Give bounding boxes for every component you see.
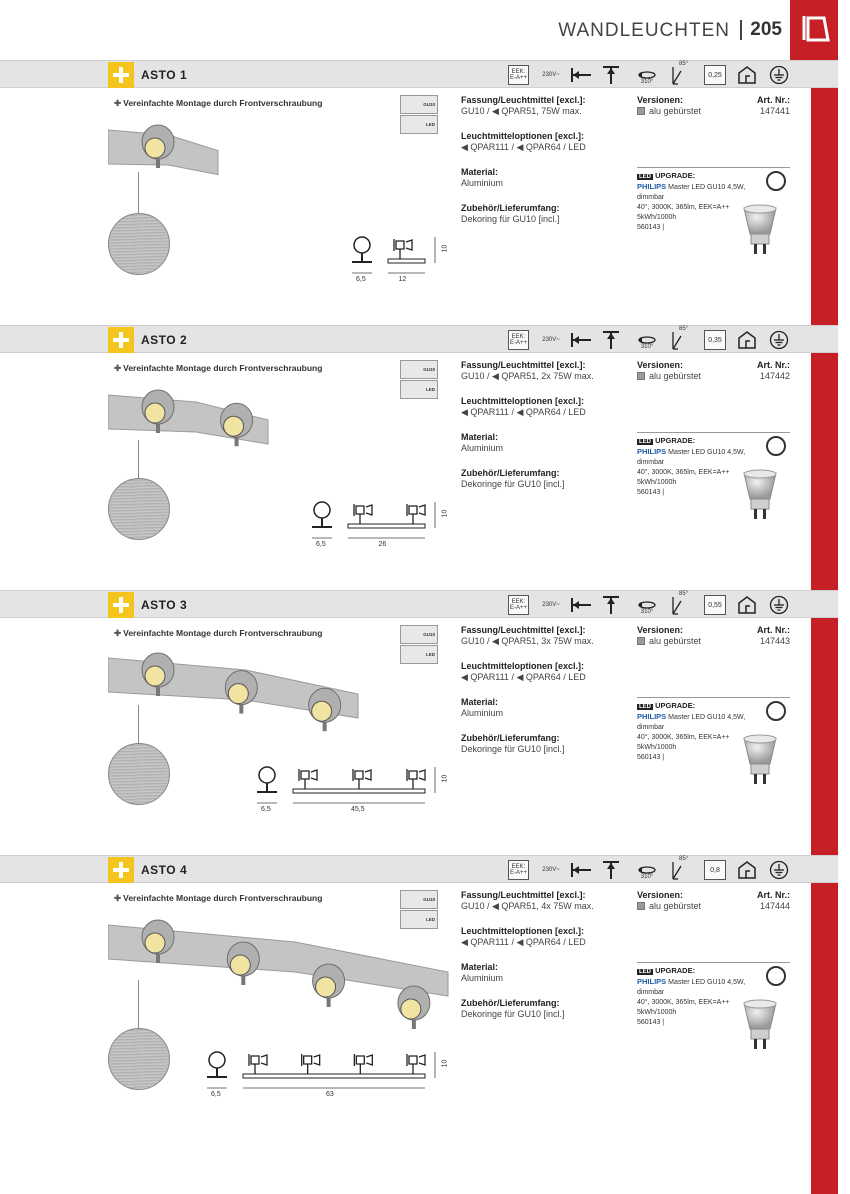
art-nr-value: 147441 bbox=[759, 106, 790, 116]
material-label: Material: bbox=[461, 962, 499, 972]
weight-icon bbox=[704, 860, 726, 880]
rotation-icon bbox=[634, 330, 660, 350]
product-info bbox=[461, 95, 631, 239]
plus-badge-icon bbox=[108, 62, 134, 88]
plus-badge-icon bbox=[108, 857, 134, 883]
protection-class-icon bbox=[768, 595, 790, 615]
led-upgrade-label: UPGRADE: bbox=[655, 436, 696, 445]
voltage-label: 230V~ bbox=[542, 867, 560, 873]
dim-depth: 6,5 bbox=[211, 1091, 221, 1098]
led-badge-icon: LED bbox=[639, 969, 651, 975]
energy-label-icon bbox=[508, 860, 529, 880]
zubehoer-value: Dekoringe für GU10 [incl.] bbox=[461, 744, 565, 754]
swatch-connector bbox=[138, 440, 139, 478]
art-nr-value: 147442 bbox=[759, 371, 790, 381]
dim-height: 10 bbox=[441, 1059, 449, 1068]
version-value bbox=[637, 636, 701, 647]
led-text3: 40°, 3000K, 365lm, EEK=A++ bbox=[637, 734, 730, 741]
led-badge-icon: LED bbox=[639, 704, 651, 710]
energy-label-icon bbox=[508, 330, 529, 350]
tilt-icon bbox=[666, 856, 689, 880]
montage-note bbox=[114, 893, 322, 904]
tilt-icon bbox=[666, 591, 689, 615]
gu10-tile bbox=[400, 95, 438, 114]
weight-icon bbox=[704, 330, 726, 350]
versionen-label: Versionen: bbox=[637, 360, 684, 370]
dim-height: 10 bbox=[441, 509, 449, 518]
montage-text: Vereinfachte Montage durch Frontverschraubung bbox=[123, 628, 323, 638]
versionen-label: Versionen: bbox=[637, 890, 684, 900]
dim-height: 10 bbox=[441, 774, 449, 783]
led-tile-label: LED bbox=[426, 122, 435, 127]
led-bulb-icon bbox=[736, 204, 782, 258]
led-text2: dimmbar bbox=[637, 989, 665, 996]
product-bar bbox=[0, 60, 838, 88]
indoor-icon bbox=[736, 595, 758, 615]
swatch-connector bbox=[138, 172, 139, 213]
product-photo bbox=[108, 917, 458, 1047]
product-name: ASTO 1 bbox=[141, 68, 188, 82]
eek-line1: EEK: bbox=[511, 864, 526, 870]
product-info bbox=[461, 890, 631, 1034]
versionen-label: Versionen: bbox=[637, 95, 684, 105]
zubehoer-label: Zubehör/Lieferumfang: bbox=[461, 468, 560, 478]
product-info bbox=[461, 625, 631, 769]
gu10-tile bbox=[400, 890, 438, 909]
optionen-value: ◀ QPAR111 / ◀ QPAR64 / LED bbox=[461, 672, 586, 682]
ceiling-mount-icon bbox=[600, 860, 622, 880]
montage-text: Vereinfachte Montage durch Frontverschraubung bbox=[123, 98, 323, 108]
wall-mount-icon bbox=[568, 65, 594, 85]
dimension-svg bbox=[255, 765, 445, 825]
optionen-label: Leuchtmitteloptionen [excl.]: bbox=[461, 131, 585, 141]
led-text5: 560143 | bbox=[637, 1019, 665, 1026]
product-photo bbox=[108, 122, 228, 204]
ceiling-mount-icon bbox=[600, 330, 622, 350]
led-tile bbox=[400, 910, 438, 929]
weight-value: 0,35 bbox=[708, 336, 722, 344]
rotation-icon bbox=[634, 860, 660, 880]
small-plus-icon: ✚ bbox=[114, 363, 122, 373]
spec-icons bbox=[508, 328, 798, 352]
voltage-label: 230V~ bbox=[542, 72, 560, 78]
optionen-label: Leuchtmitteloptionen [excl.]: bbox=[461, 661, 585, 671]
zubehoer-label: Zubehör/Lieferumfang: bbox=[461, 733, 560, 743]
optionen-label: Leuchtmitteloptionen [excl.]: bbox=[461, 926, 585, 936]
voltage-label: 230V~ bbox=[542, 602, 560, 608]
led-text4: 5kWh/1000h bbox=[637, 744, 677, 751]
dimension-svg bbox=[350, 235, 445, 295]
dimension-drawing bbox=[310, 500, 449, 565]
page-number: 205 bbox=[750, 19, 782, 40]
art-nr-value: 147444 bbox=[759, 901, 790, 911]
led-text3: 40°, 3000K, 365lm, EEK=A++ bbox=[637, 999, 730, 1006]
led-bulb-icon bbox=[736, 734, 782, 788]
tilt-icon bbox=[666, 61, 689, 85]
gu10-tile bbox=[400, 625, 438, 644]
page-header bbox=[0, 0, 850, 62]
weight-value: 0,55 bbox=[708, 601, 722, 609]
rotation-icon bbox=[634, 595, 660, 615]
dimmable-icon bbox=[766, 171, 786, 191]
fassung-label: Fassung/Leuchtmittel [excl.]: bbox=[461, 625, 586, 635]
finish-swatch bbox=[108, 743, 170, 805]
material-label: Material: bbox=[461, 167, 499, 177]
dim-width: 26 bbox=[378, 541, 387, 548]
led-text2: dimmbar bbox=[637, 459, 665, 466]
tech-tiles bbox=[400, 625, 438, 665]
fassung-value: GU10 / ◀ QPAR51, 3x 75W max. bbox=[461, 636, 594, 646]
dim-height: 10 bbox=[441, 244, 449, 253]
philips-logo: PHILIPS bbox=[637, 977, 667, 986]
versions-block bbox=[637, 360, 790, 381]
gu10-tile-label: GU10 bbox=[423, 897, 435, 902]
dim-depth: 6,5 bbox=[356, 276, 366, 283]
eek-line2: E-A++ bbox=[509, 340, 527, 346]
small-plus-icon: ✚ bbox=[114, 98, 122, 108]
optionen-value: ◀ QPAR111 / ◀ QPAR64 / LED bbox=[461, 142, 586, 152]
category-tab bbox=[790, 0, 838, 60]
gu10-tile-label: GU10 bbox=[423, 367, 435, 372]
version-value bbox=[637, 901, 701, 912]
material-value: Aluminium bbox=[461, 973, 504, 983]
dim-width: 45,5 bbox=[351, 806, 365, 813]
finish-swatch bbox=[108, 213, 170, 275]
weight-value: 0,25 bbox=[708, 71, 722, 79]
led-text1: Master LED GU10 4,5W, bbox=[668, 449, 746, 456]
eek-line2: E-A++ bbox=[509, 605, 527, 611]
led-text4: 5kWh/1000h bbox=[637, 214, 677, 221]
tilt-value: 85° bbox=[679, 61, 689, 67]
versions-block bbox=[637, 890, 790, 911]
wall-mount-icon bbox=[568, 330, 594, 350]
dim-depth: 6,5 bbox=[261, 806, 271, 813]
product-info bbox=[461, 360, 631, 504]
art-nr-value: 147443 bbox=[759, 636, 790, 646]
fassung-value: GU10 / ◀ QPAR51, 2x 75W max. bbox=[461, 371, 594, 381]
wall-mount-icon bbox=[568, 595, 594, 615]
version-text: alu gebürstet bbox=[649, 371, 702, 381]
optionen-label: Leuchtmitteloptionen [excl.]: bbox=[461, 396, 585, 406]
material-value: Aluminium bbox=[461, 178, 504, 188]
montage-note bbox=[114, 98, 322, 109]
product-name: ASTO 3 bbox=[141, 598, 188, 612]
protection-class-icon bbox=[768, 330, 790, 350]
eek-line1: EEK: bbox=[511, 599, 526, 605]
material-value: Aluminium bbox=[461, 443, 504, 453]
zubehoer-value: Dekoringe für GU10 [incl.] bbox=[461, 1009, 565, 1019]
wall-mount-icon bbox=[568, 860, 594, 880]
led-tile bbox=[400, 115, 438, 134]
version-value bbox=[637, 106, 701, 117]
led-text3: 40°, 3000K, 365lm, EEK=A++ bbox=[637, 204, 730, 211]
led-bulb-icon bbox=[736, 999, 782, 1053]
product-section bbox=[0, 855, 838, 1120]
led-upgrade-label: UPGRADE: bbox=[655, 171, 696, 180]
led-text1: Master LED GU10 4,5W, bbox=[668, 979, 746, 986]
fassung-label: Fassung/Leuchtmittel [excl.]: bbox=[461, 95, 586, 105]
eek-line1: EEK: bbox=[511, 334, 526, 340]
led-text5: 560143 | bbox=[637, 489, 665, 496]
led-badge-icon: LED bbox=[639, 439, 651, 445]
product-bar bbox=[0, 325, 838, 353]
header-separator bbox=[740, 20, 742, 40]
eek-line2: E-A++ bbox=[509, 870, 527, 876]
version-text: alu gebürstet bbox=[649, 106, 702, 116]
led-badge-icon: LED bbox=[639, 174, 651, 180]
led-text5: 560143 | bbox=[637, 224, 665, 231]
dim-depth: 6,5 bbox=[316, 541, 326, 548]
gu10-tile-label: GU10 bbox=[423, 632, 435, 637]
eek-line2: E-A++ bbox=[509, 75, 527, 81]
fassung-label: Fassung/Leuchtmittel [excl.]: bbox=[461, 890, 586, 900]
fassung-value: GU10 / ◀ QPAR51, 4x 75W max. bbox=[461, 901, 594, 911]
dimension-svg bbox=[205, 1050, 445, 1110]
ceiling-mount-icon bbox=[600, 65, 622, 85]
tech-tiles bbox=[400, 360, 438, 400]
led-upgrade-box bbox=[637, 962, 790, 1028]
led-text1: Master LED GU10 4,5W, bbox=[668, 184, 746, 191]
indoor-icon bbox=[736, 860, 758, 880]
philips-logo: PHILIPS bbox=[637, 447, 667, 456]
product-bar bbox=[0, 855, 838, 883]
dim-width: 12 bbox=[398, 276, 407, 283]
optionen-value: ◀ QPAR111 / ◀ QPAR64 / LED bbox=[461, 407, 586, 417]
product-bar bbox=[0, 590, 838, 618]
product-section bbox=[0, 590, 838, 855]
version-value bbox=[637, 371, 701, 382]
rotation-value: 310° bbox=[640, 609, 654, 615]
dimension-drawing bbox=[255, 765, 449, 830]
plus-badge-icon bbox=[108, 592, 134, 618]
dimmable-icon bbox=[766, 436, 786, 456]
material-value: Aluminium bbox=[461, 708, 504, 718]
fassung-label: Fassung/Leuchtmittel [excl.]: bbox=[461, 360, 586, 370]
small-plus-icon: ✚ bbox=[114, 893, 122, 903]
version-text: alu gebürstet bbox=[649, 636, 702, 646]
tilt-value: 85° bbox=[679, 326, 689, 332]
spec-icons bbox=[508, 63, 798, 87]
dimmable-icon bbox=[766, 701, 786, 721]
tilt-value: 85° bbox=[679, 856, 689, 862]
led-upgrade-box bbox=[637, 432, 790, 498]
montage-text: Vereinfachte Montage durch Frontverschraubung bbox=[123, 363, 323, 373]
swatch-connector bbox=[138, 980, 139, 1028]
versions-block bbox=[637, 625, 790, 646]
protection-class-icon bbox=[768, 860, 790, 880]
dimension-drawing bbox=[205, 1050, 449, 1115]
energy-label-icon bbox=[508, 595, 529, 615]
dimension-svg bbox=[310, 500, 445, 560]
plus-badge-icon bbox=[108, 327, 134, 353]
versions-block bbox=[637, 95, 790, 116]
protection-class-icon bbox=[768, 65, 790, 85]
dimmable-icon bbox=[766, 966, 786, 986]
tilt-value: 85° bbox=[679, 591, 689, 597]
versionen-label: Versionen: bbox=[637, 625, 684, 635]
led-upgrade-label: UPGRADE: bbox=[655, 966, 696, 975]
weight-value: 0,8 bbox=[710, 866, 720, 874]
swatch-connector bbox=[138, 705, 139, 743]
material-label: Material: bbox=[461, 432, 499, 442]
tilt-icon bbox=[666, 326, 689, 350]
fassung-value: GU10 / ◀ QPAR51, 75W max. bbox=[461, 106, 582, 116]
philips-logo: PHILIPS bbox=[637, 712, 667, 721]
led-bulb-icon bbox=[736, 469, 782, 523]
zubehoer-label: Zubehör/Lieferumfang: bbox=[461, 203, 560, 213]
material-label: Material: bbox=[461, 697, 499, 707]
gu10-tile bbox=[400, 360, 438, 379]
spec-icons bbox=[508, 593, 798, 617]
led-text5: 560143 | bbox=[637, 754, 665, 761]
product-name: ASTO 4 bbox=[141, 863, 188, 877]
finish-swatch bbox=[108, 1028, 170, 1090]
rotation-value: 310° bbox=[640, 874, 654, 880]
led-text2: dimmbar bbox=[637, 194, 665, 201]
product-name: ASTO 2 bbox=[141, 333, 188, 347]
led-upgrade-box bbox=[637, 697, 790, 763]
dim-width: 63 bbox=[326, 1091, 334, 1098]
tech-tiles bbox=[400, 95, 438, 135]
eek-line1: EEK: bbox=[511, 69, 526, 75]
led-tile bbox=[400, 380, 438, 399]
montage-text: Vereinfachte Montage durch Frontverschraubung bbox=[123, 893, 323, 903]
tech-tiles bbox=[400, 890, 438, 930]
color-square-icon bbox=[637, 372, 645, 380]
weight-icon bbox=[704, 595, 726, 615]
product-photo bbox=[108, 387, 278, 477]
zubehoer-value: Dekoringe für GU10 [incl.] bbox=[461, 479, 565, 489]
energy-label-icon bbox=[508, 65, 529, 85]
spec-icons bbox=[508, 858, 798, 882]
small-plus-icon: ✚ bbox=[114, 628, 122, 638]
led-text1: Master LED GU10 4,5W, bbox=[668, 714, 746, 721]
wall-lamp-icon bbox=[790, 0, 838, 60]
color-square-icon bbox=[637, 637, 645, 645]
led-tile-label: LED bbox=[426, 652, 435, 657]
voltage-label: 230V~ bbox=[542, 337, 560, 343]
product-section bbox=[0, 325, 838, 590]
color-square-icon bbox=[637, 902, 645, 910]
rotation-value: 310° bbox=[640, 344, 654, 350]
montage-note bbox=[114, 628, 322, 639]
art-nr-label: Art. Nr.: bbox=[756, 890, 790, 900]
led-upgrade-box bbox=[637, 167, 790, 233]
montage-note bbox=[114, 363, 322, 374]
led-tile-label: LED bbox=[426, 387, 435, 392]
finish-swatch bbox=[108, 478, 170, 540]
philips-logo: PHILIPS bbox=[637, 182, 667, 191]
art-nr-label: Art. Nr.: bbox=[756, 360, 790, 370]
led-upgrade-label: UPGRADE: bbox=[655, 701, 696, 710]
led-text4: 5kWh/1000h bbox=[637, 479, 677, 486]
product-section bbox=[0, 60, 838, 325]
color-square-icon bbox=[637, 107, 645, 115]
dimension-drawing bbox=[350, 235, 449, 300]
zubehoer-value: Dekoring für GU10 [incl.] bbox=[461, 214, 560, 224]
led-text3: 40°, 3000K, 365lm, EEK=A++ bbox=[637, 469, 730, 476]
indoor-icon bbox=[736, 330, 758, 350]
version-text: alu gebürstet bbox=[649, 901, 702, 911]
gu10-tile-label: GU10 bbox=[423, 102, 435, 107]
ceiling-mount-icon bbox=[600, 595, 622, 615]
art-nr-label: Art. Nr.: bbox=[756, 95, 790, 105]
optionen-value: ◀ QPAR111 / ◀ QPAR64 / LED bbox=[461, 937, 586, 947]
led-text2: dimmbar bbox=[637, 724, 665, 731]
indoor-icon bbox=[736, 65, 758, 85]
page-title: WANDLEUCHTEN bbox=[558, 20, 730, 41]
led-tile-label: LED bbox=[426, 917, 435, 922]
led-text4: 5kWh/1000h bbox=[637, 1009, 677, 1016]
weight-icon bbox=[704, 65, 726, 85]
led-tile bbox=[400, 645, 438, 664]
rotation-value: 310° bbox=[640, 79, 654, 85]
art-nr-label: Art. Nr.: bbox=[756, 625, 790, 635]
rotation-icon bbox=[634, 65, 660, 85]
zubehoer-label: Zubehör/Lieferumfang: bbox=[461, 998, 560, 1008]
